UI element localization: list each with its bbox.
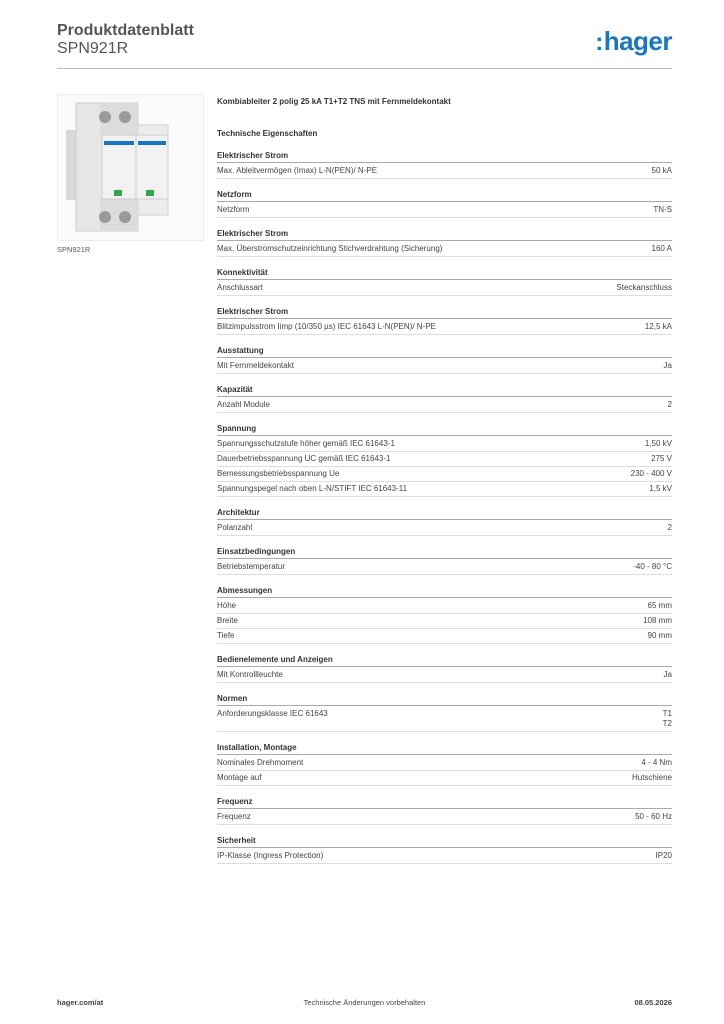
- spec-value: 108 mm: [643, 616, 672, 625]
- spec-group-heading: Installation, Montage: [217, 743, 672, 755]
- spec-group-heading: Konnektivität: [217, 268, 672, 280]
- spec-group: [217, 385, 672, 413]
- spec-label: Tiefe: [217, 631, 235, 640]
- spec-row: [217, 599, 672, 614]
- spec-value: Hutschiene: [631, 773, 672, 782]
- spec-group-heading: Architektur: [217, 508, 672, 520]
- spec-value: 65 mm: [647, 601, 672, 610]
- spec-value: 275 V: [651, 454, 672, 463]
- spec-group: [217, 836, 672, 864]
- spec-value: 1,50 kV: [644, 439, 672, 448]
- spec-label: Spannungsschutzstufe höher gemäß IEC 61643-1: [217, 439, 395, 448]
- spec-group-heading: Einsatzbedingungen: [217, 547, 672, 559]
- spec-group: [217, 508, 672, 536]
- spec-group-heading: Elektrischer Strom: [217, 307, 672, 319]
- spec-value: 50 - 60 Hz: [635, 812, 672, 821]
- spec-group-heading: Normen: [217, 694, 672, 706]
- spec-group-heading: Spannung: [217, 424, 672, 436]
- spec-row: [217, 320, 672, 335]
- spec-value: -40 - 80 °C: [633, 562, 672, 571]
- spec-value: 2: [667, 400, 672, 409]
- spec-row: [217, 482, 672, 497]
- spec-row: [217, 810, 672, 825]
- spec-group-heading: Frequenz: [217, 797, 672, 809]
- spec-group: [217, 307, 672, 335]
- spec-row: [217, 629, 672, 644]
- spec-group: [217, 424, 672, 497]
- spec-value: TN-S: [653, 205, 672, 214]
- spec-row: [217, 560, 672, 575]
- spec-label: Frequenz: [217, 812, 251, 821]
- spec-group-heading: Ausstattung: [217, 346, 672, 358]
- product-specs: [217, 97, 672, 875]
- spec-value: Steckanschluss: [616, 283, 672, 292]
- product-image: [57, 94, 204, 241]
- header-divider: [57, 68, 672, 69]
- spec-group: [217, 346, 672, 374]
- footer-website: hager.com/at: [57, 998, 104, 1007]
- spec-row: [217, 467, 672, 482]
- spec-value: 4 - 4 Nm: [641, 758, 672, 767]
- spec-group-heading: Elektrischer Strom: [217, 151, 672, 163]
- spec-group-heading: Elektrischer Strom: [217, 229, 672, 241]
- footer-date: 08.05.2026: [634, 998, 672, 1007]
- spec-label: Montage auf: [217, 773, 262, 782]
- spec-group-heading: Kapazität: [217, 385, 672, 397]
- document-subtitle: SPN921R: [57, 40, 129, 57]
- hager-logo: :hager: [595, 26, 672, 56]
- spec-group: [217, 586, 672, 644]
- spec-groups: [217, 151, 672, 864]
- spec-label: Blitzimpulsstrom Iimp (10/350 µs) IEC 61643 L-N(PEN)/ N-PE: [217, 322, 436, 331]
- surge-arrester-illustration: [58, 95, 203, 240]
- spec-row: [217, 203, 672, 218]
- spec-group: [217, 694, 672, 732]
- spec-group: [217, 190, 672, 218]
- spec-row: [217, 359, 672, 374]
- spec-label: Max. Ableitvermögen (Imax) L-N(PEN)/ N-PE: [217, 166, 378, 175]
- spec-label: Polanzahl: [217, 523, 253, 532]
- product-description: Kombiableiter 2 polig 25 kA T1+T2 TNS mit Fernmeldekontakt: [217, 97, 451, 106]
- spec-row: [217, 668, 672, 683]
- spec-row: [217, 437, 672, 452]
- spec-group-heading: Netzform: [217, 190, 672, 202]
- spec-label: IP-Klasse (Ingress Protection): [217, 851, 324, 860]
- spec-label: Spannungspegel nach oben L-N/STIFT IEC 61643-11: [217, 484, 408, 493]
- spec-row: [217, 452, 672, 467]
- spec-group: [217, 268, 672, 296]
- spec-group: [217, 151, 672, 179]
- spec-group: [217, 743, 672, 786]
- spec-row: [217, 756, 672, 771]
- spec-value: Ja: [663, 670, 672, 679]
- image-caption: SPN921R: [57, 245, 91, 254]
- spec-row: [217, 164, 672, 179]
- spec-row: [217, 521, 672, 536]
- spec-row: [217, 707, 672, 732]
- spec-value: Ja: [663, 361, 672, 370]
- spec-row: [217, 398, 672, 413]
- spec-value: 160 A: [651, 244, 672, 253]
- spec-label: Höhe: [217, 601, 237, 610]
- spec-label: Netzform: [217, 205, 250, 214]
- document-title: Produktdatenblatt: [57, 22, 194, 39]
- spec-label: Nominales Drehmoment: [217, 758, 304, 767]
- spec-group-heading: Bedienelemente und Anzeigen: [217, 655, 672, 667]
- spec-label: Anforderungsklasse IEC 61643: [217, 709, 328, 718]
- spec-value: IP20: [655, 851, 672, 860]
- tech-properties-title: Technische Eigenschaften: [217, 129, 318, 138]
- spec-value: 90 mm: [647, 631, 672, 640]
- spec-value: 230 - 400 V: [630, 469, 672, 478]
- spec-group: [217, 229, 672, 257]
- spec-label: Anschlussart: [217, 283, 263, 292]
- spec-label: Breite: [217, 616, 238, 625]
- spec-row: [217, 849, 672, 864]
- spec-group: [217, 655, 672, 683]
- spec-value: 12,5 kA: [644, 322, 672, 331]
- spec-group: [217, 797, 672, 825]
- spec-label: Max. Überstromschutzeinrichtung Stichverdrahtung (Sicherung): [217, 244, 443, 253]
- footer-disclaimer: Technische Änderungen vorbehalten: [303, 998, 426, 1007]
- spec-label: Anzahl Module: [217, 400, 270, 409]
- spec-row: [217, 771, 672, 786]
- spec-label: Bemessungsbetriebsspannung Ue: [217, 469, 340, 478]
- spec-value: 50 kA: [651, 166, 672, 175]
- spec-label: Betriebstemperatur: [217, 562, 286, 571]
- spec-group-heading: Sicherheit: [217, 836, 672, 848]
- spec-group: [217, 547, 672, 575]
- spec-label: Dauerbetriebsspannung UC gemäß IEC 61643-1: [217, 454, 391, 463]
- spec-value: 1,5 kV: [649, 484, 672, 493]
- spec-group-heading: Abmessungen: [217, 586, 672, 598]
- spec-label: Mit Fernmeldekontakt: [217, 361, 294, 370]
- spec-value: 2: [667, 523, 672, 532]
- spec-label: Mit Kontrollleuchte: [217, 670, 283, 679]
- spec-row: [217, 242, 672, 257]
- spec-value: T1 T2: [662, 709, 672, 728]
- page-header: [57, 20, 672, 70]
- spec-row: [217, 614, 672, 629]
- spec-row: [217, 281, 672, 296]
